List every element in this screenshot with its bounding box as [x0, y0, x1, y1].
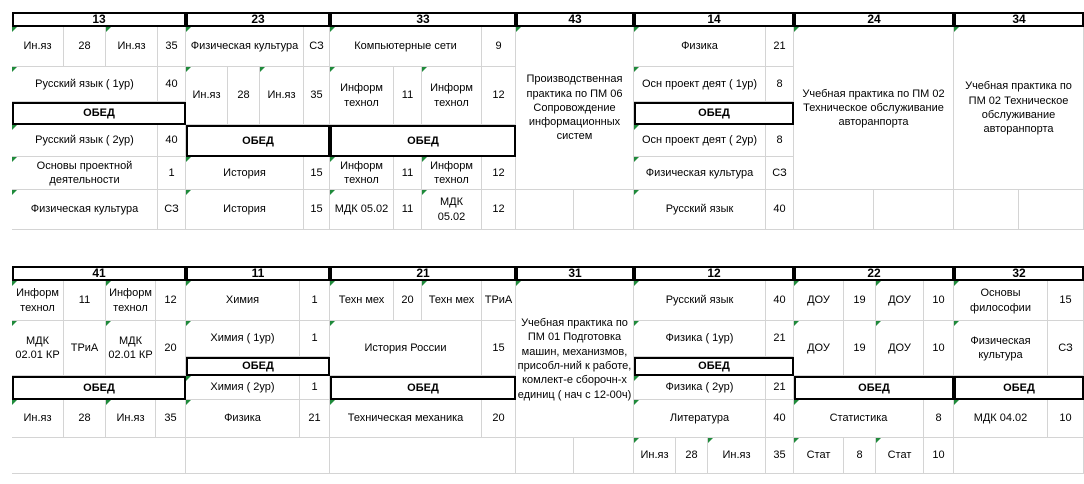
lunch-break-cell[interactable]: ОБЕД — [634, 102, 794, 125]
cell[interactable]: 35 — [304, 67, 330, 125]
cell[interactable]: Информ технол — [12, 281, 64, 321]
cell[interactable]: 15 — [304, 190, 330, 230]
cell[interactable]: Физика — [186, 400, 300, 438]
group-header-cell[interactable]: 24 — [794, 12, 954, 27]
cell[interactable]: 21 — [766, 27, 794, 67]
cell[interactable]: ТРиА — [482, 281, 516, 321]
group-header-cell[interactable]: 12 — [634, 266, 794, 281]
lunch-break-cell[interactable]: ОБЕД — [794, 376, 954, 400]
cell[interactable]: СЗ — [766, 157, 794, 190]
cell[interactable]: Ин.яз — [634, 438, 676, 474]
group-header-cell[interactable]: 23 — [186, 12, 330, 27]
cell[interactable]: 35 — [156, 400, 186, 438]
cell[interactable]: 10 — [924, 438, 954, 474]
lunch-break-cell[interactable]: ОБЕД — [186, 357, 330, 376]
empty-cell[interactable] — [186, 438, 330, 474]
cell[interactable]: 21 — [766, 321, 794, 357]
cell[interactable]: Физика — [634, 27, 766, 67]
cell[interactable]: 19 — [844, 281, 876, 321]
cell[interactable]: Стат — [876, 438, 924, 474]
cell[interactable]: 35 — [766, 438, 794, 474]
cell[interactable]: Ин.яз — [12, 400, 64, 438]
cell[interactable]: Русский язык — [634, 281, 766, 321]
lunch-break-cell[interactable]: ОБЕД — [12, 376, 186, 400]
cell[interactable]: Ин.яз — [106, 400, 156, 438]
cell[interactable]: Физическая культура — [634, 157, 766, 190]
cell[interactable]: История — [186, 157, 304, 190]
cell[interactable]: Ин.яз — [186, 67, 228, 125]
empty-cell[interactable] — [794, 190, 874, 230]
cell[interactable]: Техническая механика — [330, 400, 482, 438]
cell[interactable]: История России — [330, 321, 482, 376]
cell[interactable]: Информ технол — [106, 281, 156, 321]
lunch-break-cell[interactable]: ОБЕД — [12, 102, 186, 125]
cell[interactable]: 20 — [156, 321, 186, 376]
cell[interactable]: 35 — [158, 27, 186, 67]
cell[interactable]: Осн проект деят ( 2ур) — [634, 125, 766, 157]
cell[interactable]: 28 — [228, 67, 260, 125]
cell[interactable]: Информ технол — [422, 157, 482, 190]
cell[interactable]: Русский язык ( 2ур) — [12, 125, 158, 157]
cell[interactable]: Компьютерные сети — [330, 27, 482, 67]
cell[interactable]: История — [186, 190, 304, 230]
cell[interactable]: 10 — [924, 281, 954, 321]
cell[interactable]: 21 — [766, 376, 794, 400]
cell[interactable]: 28 — [64, 400, 106, 438]
lunch-break-cell[interactable]: ОБЕД — [330, 376, 516, 400]
cell[interactable]: Учебная практика по ПМ 02 Техническое обслуживание автоpанпорта — [794, 27, 954, 190]
cell[interactable]: МДК 02.01 КР — [106, 321, 156, 376]
cell[interactable]: Ин.яз — [260, 67, 304, 125]
cell[interactable]: Производственная практика по ПМ 06 Сопровождение информационных систем — [516, 27, 634, 190]
cell[interactable]: 1 — [300, 321, 330, 357]
lunch-break-cell[interactable]: ОБЕД — [634, 357, 794, 376]
group-header-cell[interactable]: 43 — [516, 12, 634, 27]
cell[interactable]: 40 — [766, 190, 794, 230]
cell[interactable]: 20 — [482, 400, 516, 438]
cell[interactable]: 15 — [304, 157, 330, 190]
cell[interactable]: 9 — [482, 27, 516, 67]
cell[interactable]: 12 — [482, 67, 516, 125]
cell[interactable]: Основы проектной деятельности — [12, 157, 158, 190]
cell[interactable]: Техн мех — [330, 281, 394, 321]
cell[interactable]: Информ технол — [330, 157, 394, 190]
cell[interactable]: Химия ( 1ур) — [186, 321, 300, 357]
cell[interactable]: 8 — [844, 438, 876, 474]
group-header-cell[interactable]: 41 — [12, 266, 186, 281]
cell[interactable]: 1 — [300, 376, 330, 400]
cell[interactable]: 12 — [156, 281, 186, 321]
empty-cell[interactable] — [516, 190, 574, 230]
cell[interactable]: ТРиА — [64, 321, 106, 376]
cell[interactable]: СЗ — [158, 190, 186, 230]
empty-cell[interactable] — [874, 190, 954, 230]
cell[interactable]: 10 — [924, 321, 954, 376]
cell[interactable]: Физическая культура — [12, 190, 158, 230]
cell[interactable]: 8 — [766, 125, 794, 157]
cell[interactable]: МДК 05.02 — [422, 190, 482, 230]
cell[interactable]: МДК 02.01 КР — [12, 321, 64, 376]
empty-cell[interactable] — [516, 438, 574, 474]
empty-cell[interactable] — [1019, 190, 1084, 230]
cell[interactable]: 8 — [766, 67, 794, 102]
cell[interactable]: Ин.яз — [708, 438, 766, 474]
empty-cell[interactable] — [954, 190, 1019, 230]
empty-cell[interactable] — [574, 190, 634, 230]
cell[interactable]: Физика ( 1ур) — [634, 321, 766, 357]
cell[interactable]: Информ технол — [422, 67, 482, 125]
group-header-cell[interactable]: 14 — [634, 12, 794, 27]
empty-cell[interactable] — [574, 438, 634, 474]
cell[interactable]: Русский язык ( 1ур) — [12, 67, 158, 102]
cell[interactable]: Русский язык — [634, 190, 766, 230]
cell[interactable]: Литература — [634, 400, 766, 438]
group-header-cell[interactable]: 21 — [330, 266, 516, 281]
cell[interactable]: Ин.яз — [12, 27, 64, 67]
cell[interactable]: ДОУ — [794, 321, 844, 376]
cell[interactable]: Стат — [794, 438, 844, 474]
cell[interactable]: 40 — [766, 400, 794, 438]
group-header-cell[interactable]: 32 — [954, 266, 1084, 281]
cell[interactable]: Химия ( 2ур) — [186, 376, 300, 400]
cell[interactable]: 1 — [158, 157, 186, 190]
cell[interactable]: 20 — [394, 281, 422, 321]
empty-cell[interactable] — [330, 438, 516, 474]
cell[interactable]: 28 — [676, 438, 708, 474]
cell[interactable]: 11 — [394, 67, 422, 125]
cell[interactable]: 40 — [766, 281, 794, 321]
cell[interactable]: 12 — [482, 190, 516, 230]
cell[interactable]: Основы философии — [954, 281, 1048, 321]
cell[interactable]: 11 — [394, 190, 422, 230]
cell[interactable]: 11 — [394, 157, 422, 190]
cell[interactable]: 21 — [300, 400, 330, 438]
cell[interactable]: 8 — [924, 400, 954, 438]
empty-cell[interactable] — [954, 438, 1084, 474]
group-header-cell[interactable]: 34 — [954, 12, 1084, 27]
group-header-cell[interactable]: 31 — [516, 266, 634, 281]
cell[interactable]: Ин.яз — [106, 27, 158, 67]
cell[interactable]: 1 — [300, 281, 330, 321]
cell[interactable]: Техн мех — [422, 281, 482, 321]
lunch-break-cell[interactable]: ОБЕД — [954, 376, 1084, 400]
cell[interactable]: ДОУ — [794, 281, 844, 321]
cell[interactable]: Физическая культура — [186, 27, 304, 67]
cell[interactable]: Статистика — [794, 400, 924, 438]
cell[interactable]: Физическая культура — [954, 321, 1048, 376]
cell[interactable]: Осн проект деят ( 1ур) — [634, 67, 766, 102]
cell[interactable]: ДОУ — [876, 321, 924, 376]
cell[interactable]: 28 — [64, 27, 106, 67]
cell[interactable]: МДК 05.02 — [330, 190, 394, 230]
cell[interactable]: 15 — [482, 321, 516, 376]
cell[interactable]: 40 — [158, 125, 186, 157]
empty-cell[interactable] — [12, 438, 186, 474]
lunch-break-cell[interactable]: ОБЕД — [330, 125, 516, 157]
cell[interactable]: Физика ( 2ур) — [634, 376, 766, 400]
cell[interactable]: 11 — [64, 281, 106, 321]
cell[interactable]: МДК 04.02 — [954, 400, 1048, 438]
cell[interactable]: 19 — [844, 321, 876, 376]
cell[interactable]: СЗ — [304, 27, 330, 67]
cell[interactable]: Информ технол — [330, 67, 394, 125]
cell[interactable]: ДОУ — [876, 281, 924, 321]
group-header-cell[interactable]: 33 — [330, 12, 516, 27]
group-header-cell[interactable]: 11 — [186, 266, 330, 281]
cell[interactable]: 40 — [158, 67, 186, 102]
cell[interactable]: 10 — [1048, 400, 1084, 438]
group-header-cell[interactable]: 13 — [12, 12, 186, 27]
cell[interactable]: 15 — [1048, 281, 1084, 321]
cell[interactable]: Химия — [186, 281, 300, 321]
cell[interactable]: СЗ — [1048, 321, 1084, 376]
group-header-cell[interactable]: 22 — [794, 266, 954, 281]
lunch-break-cell[interactable]: ОБЕД — [186, 125, 330, 157]
cell[interactable]: 12 — [482, 157, 516, 190]
cell[interactable]: Учебная практика по ПМ 02 Техническое обслуживание автоpанпорта — [954, 27, 1084, 190]
cell[interactable]: Учебная практика по ПМ 01 Подготовка машин, механизмов, присобл-ний к работе, комлект-е сборочн-х единиц ( нач с 12-00ч) — [516, 281, 634, 438]
